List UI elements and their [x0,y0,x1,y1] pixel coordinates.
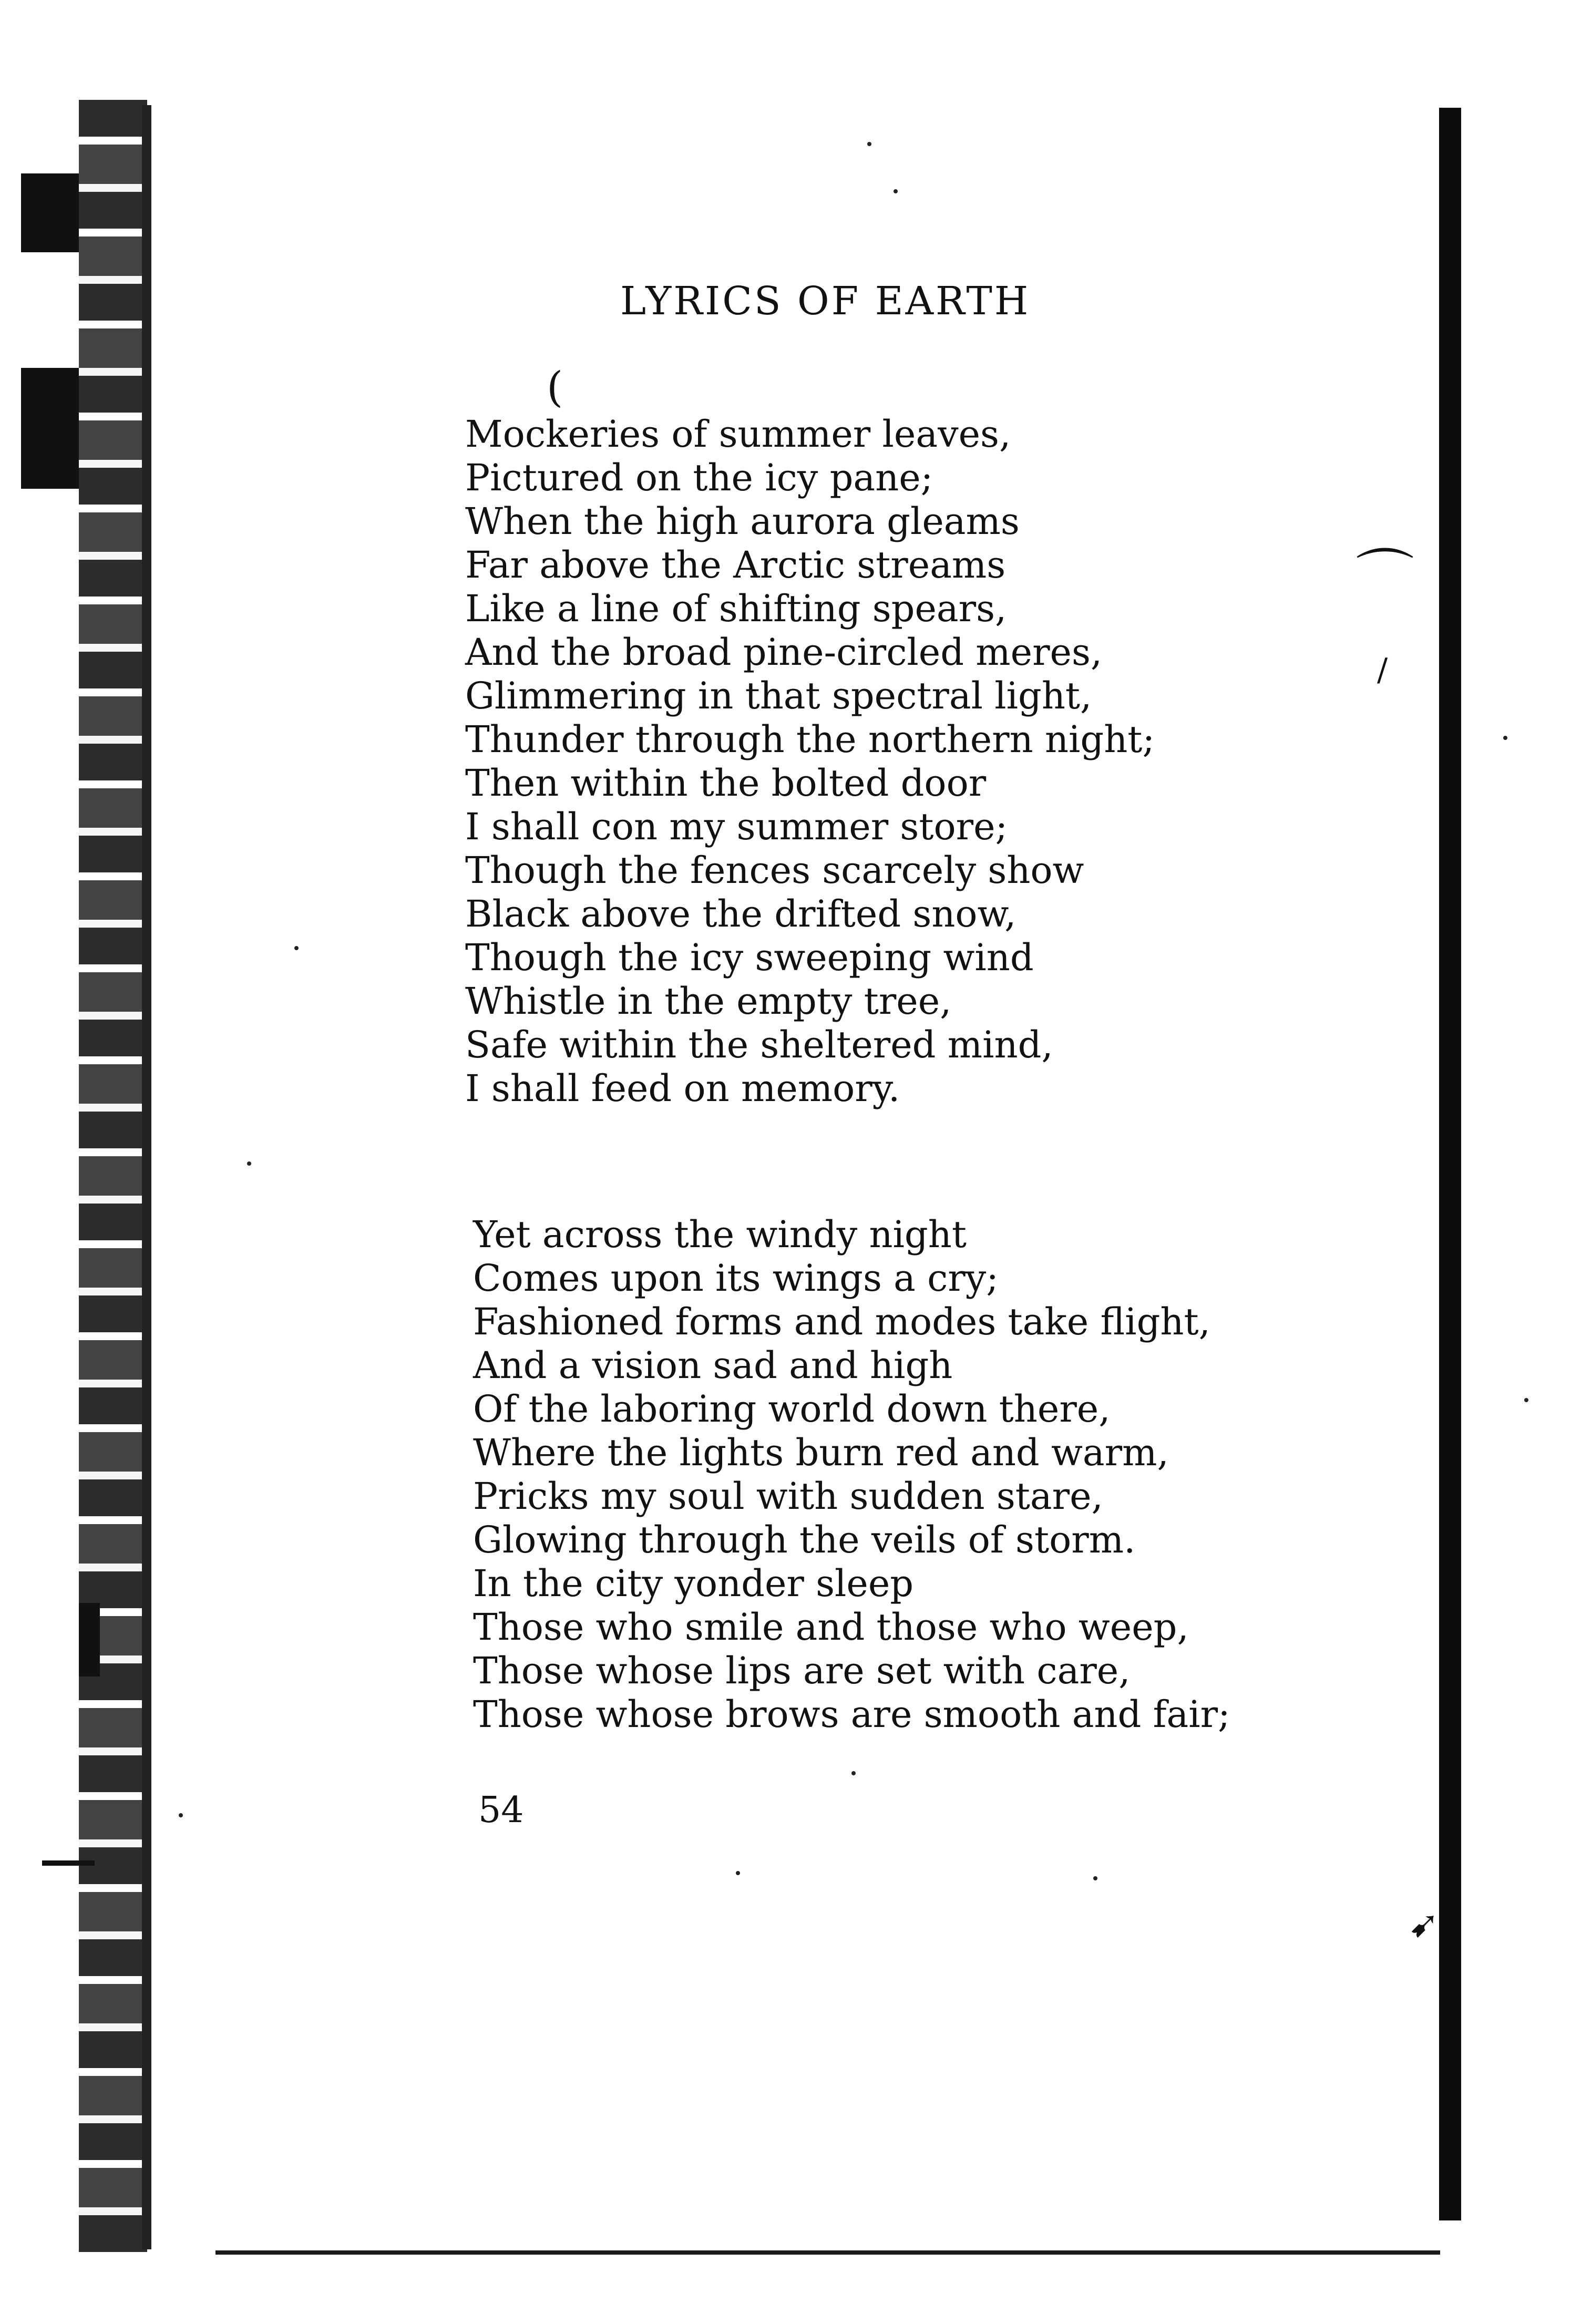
poem-line: Black above the drifted snow, [465,892,1016,935]
poem-line: Comes upon its wings a cry; [473,1257,999,1300]
poem-stanza-2 [473,1213,1230,1736]
pencil-mark: ➹ [1409,1903,1440,1946]
dust-speck [1503,736,1507,740]
poem-line: Whistle in the empty tree, [465,980,952,1023]
poem-line: Far above the Arctic streams [465,543,1006,587]
running-head: LYRICS OF EARTH [620,279,1031,324]
poem-line: Those whose lips are set with care, [473,1649,1131,1692]
poem-line: Pricks my soul with sudden stare, [473,1475,1103,1518]
poem-line: Those who smile and those who weep, [473,1606,1189,1649]
dust-speck [851,1771,856,1775]
left-binding-edge [79,100,147,2255]
dust-speck [867,142,871,146]
poem-line: I shall feed on memory. [465,1067,900,1110]
dust-speck [294,946,299,950]
poem-stanza-1 [465,413,1155,1110]
pencil-mark: ⌒ [1356,543,1414,611]
poem-line: When the high aurora gleams [465,500,1020,543]
binding-block [79,1603,100,1677]
poem-line: Then within the bolted door [465,762,987,805]
poem-line: Mockeries of summer leaves, [465,413,1011,456]
binding-block [21,173,79,252]
left-binding-shadow [142,105,151,2249]
poem-line: In the city yonder sleep [473,1562,914,1605]
poem-line: Glimmering in that spectral light, [465,674,1092,717]
poem-line: Those whose brows are smooth and fair; [473,1693,1230,1736]
poem-line: Yet across the windy night [473,1213,967,1256]
poem-line: Where the lights burn red and warm, [473,1431,1169,1474]
dust-speck [1093,1876,1097,1880]
poem-line: Though the icy sweeping wind [465,936,1034,979]
binding-block [42,1860,95,1866]
dust-speck [736,1871,740,1875]
binding-block [21,368,79,489]
poem-line: I shall con my summer store; [465,805,1008,848]
poem-line: Of the laboring world down there, [473,1387,1111,1431]
poem-line: Pictured on the icy pane; [465,456,933,499]
poem-line: Though the fences scarcely show [465,849,1084,892]
poem-line: Thunder through the northern night; [465,718,1155,761]
poem-line: Fashioned forms and modes take flight, [473,1300,1210,1343]
poem-line: And a vision sad and high [473,1344,953,1387]
bottom-page-edge [215,2250,1440,2255]
pencil-mark: ( [547,363,563,412]
poem-line: Like a line of shifting spears, [465,587,1007,630]
page-number: 54 [478,1790,524,1831]
dust-speck [179,1813,183,1817]
poem-line: Safe within the sheltered mind, [465,1023,1053,1066]
dust-speck [247,1161,251,1166]
dust-speck [1524,1398,1528,1402]
poem-line: And the broad pine-circled meres, [465,631,1103,674]
poem-line: Glowing through the veils of storm. [473,1518,1136,1561]
right-binding-edge [1439,108,1461,2220]
dust-speck [894,189,898,193]
pencil-mark: / [1377,652,1388,688]
